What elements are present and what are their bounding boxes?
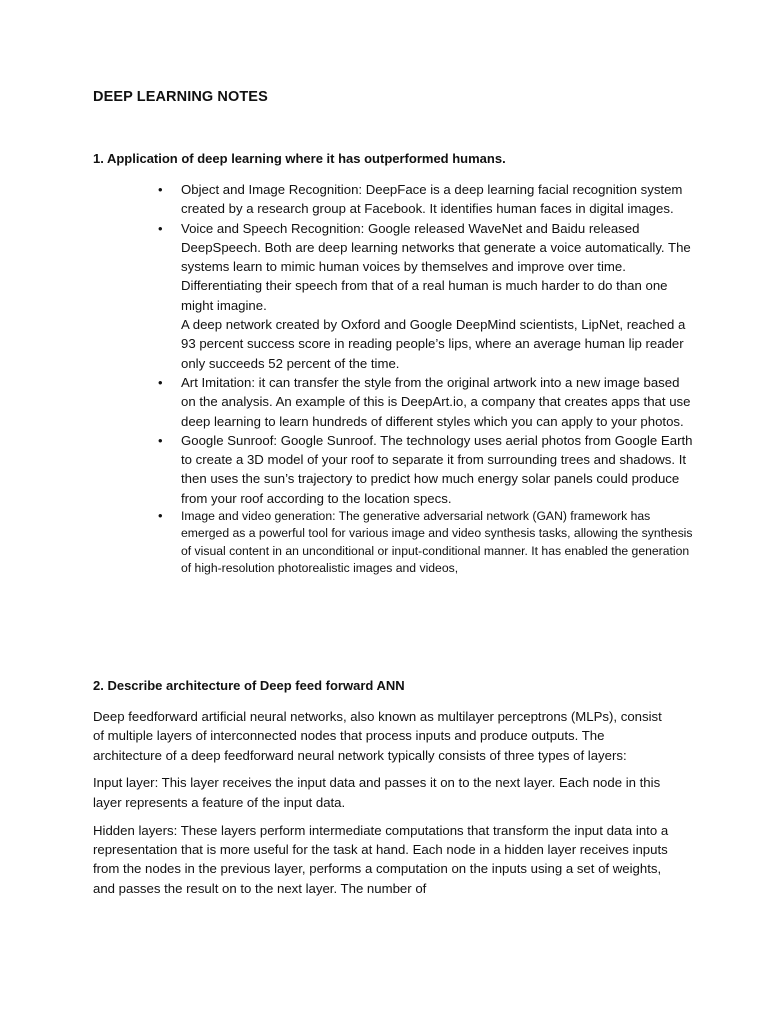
bullet-point-icon: • xyxy=(158,220,163,236)
bullet-item-art-imitation xyxy=(93,373,693,431)
paragraph-hidden-layers: Hidden layers: These layers perform intermediate computations that transform the input data into a representation that is more useful for the task at hand. Each node in a hidden layer receives inputs from the nodes in the previous layer, performs a computation on the inputs using a set of weights, and passes the result on to the next layer. The number of xyxy=(93,822,669,896)
section-1-heading: 1. Application of deep learning where it has outperformed humans. xyxy=(93,151,506,166)
bullet-item-object-recognition xyxy=(93,180,693,219)
document-title: DEEP LEARNING NOTES xyxy=(93,89,268,105)
section-1-bullet-list xyxy=(93,180,693,577)
bullet-point-icon: • xyxy=(158,508,163,524)
bullet-point-icon: • xyxy=(158,374,163,390)
bullet-item-image-video-generation xyxy=(93,508,693,577)
bullet-point-icon: • xyxy=(158,432,163,448)
bullet-text: Image and video generation: The generative adversarial network (GAN) framework has emerged as a powerful tool for various image and video synthesis tasks, allowing the synthesis of visual content in an unconditional or input-conditional manner. It has enabled the generation of high-resolution photorealistic images and videos, xyxy=(181,509,693,575)
bullet-text: Object and Image Recognition: DeepFace is a deep learning facial recognition system created by a research group at Facebook. It identifies human faces in digital images. xyxy=(181,182,683,217)
paragraph-intro: Deep feedforward artificial neural networks, also known as multilayer perceptrons (MLPs), consist of multiple layers of interconnected nodes that process inputs and produce outputs. The architecture of a deep feedforward neural network typically consists of three types of layers: xyxy=(93,709,662,763)
bullet-point-icon: • xyxy=(158,182,163,197)
section-2-heading: 2. Describe architecture of Deep feed forward ANN xyxy=(93,678,405,693)
bullet-text: Google Sunroof: Google Sunroof. The technology uses aerial photos from Google Earth to create a 3D model of your roof to separate it from surrounding trees and shadows. It then uses the sun’s trajectory to predict how much energy solar panels could produce from your roof according to the location specs. xyxy=(181,432,693,506)
bullet-text: Art Imitation: it can transfer the style from the original artwork into a new image based on the analysis. An example of this is DeepArt.io, a company that creates apps that use deep learning to learn hundreds of different styles which you can apply to your photos. xyxy=(181,374,691,429)
bullet-text-continuation: A deep network created by Oxford and Google DeepMind scientists, LipNet, reached a 93 percent success score in reading people’s lips, where an average human lip reader only succeeds 52 percent of the time. xyxy=(181,317,686,371)
bullet-item-google-sunroof xyxy=(93,431,693,508)
paragraph-input-layer: Input layer: This layer receives the input data and passes it on to the next layer. Each node in this layer represents a feature of the input data. xyxy=(93,775,661,810)
bullet-text: Voice and Speech Recognition: Google released WaveNet and Baidu released DeepSpeech. Both are deep learning networks that generate a voice automatically. The systems learn to mimic human voices by themselves and improve over time. Differentiating their speech from that of a real human is much harder to do than one might imagine. xyxy=(181,220,691,313)
section-2-body xyxy=(93,707,673,906)
bullet-item-voice-recognition xyxy=(93,219,693,373)
